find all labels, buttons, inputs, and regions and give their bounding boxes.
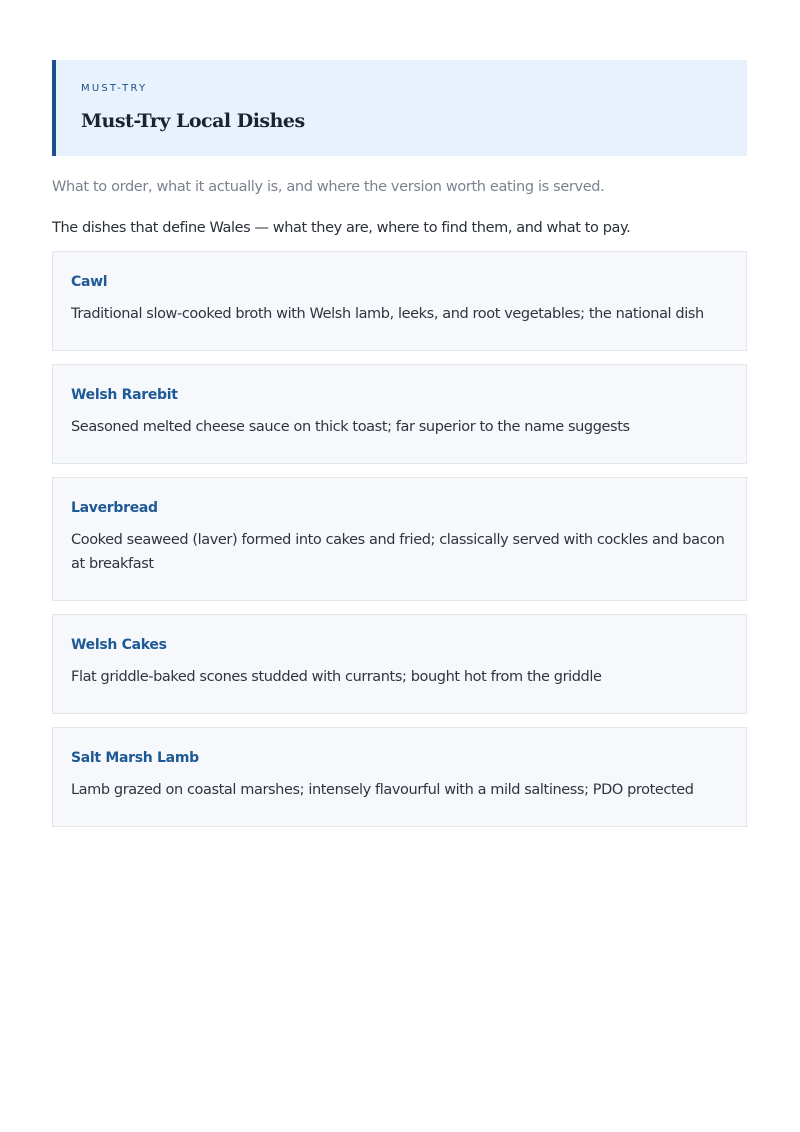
dish-description: Traditional slow-cooked broth with Welsh lamb, leeks, and root vegetables; the national dish [71, 306, 704, 322]
page-subtitle: What to order, what it actually is, and where the version worth eating is served. [52, 179, 605, 195]
dish-description: Flat griddle-baked scones studded with currants; bought hot from the griddle [71, 669, 602, 685]
dish-card-welsh-rarebit [52, 364, 747, 464]
dish-name: Laverbread [71, 500, 158, 516]
page-title: Must-Try Local Dishes [81, 110, 305, 132]
dish-name: Cawl [71, 274, 108, 290]
section-header [52, 60, 747, 156]
dish-description: Seasoned melted cheese sauce on thick toast; far superior to the name suggests [71, 419, 630, 435]
dish-description: Lamb grazed on coastal marshes; intensely flavourful with a mild saltiness; PDO protected [71, 782, 694, 798]
dish-card-cawl [52, 251, 747, 351]
eyebrow-label: MUST-TRY [81, 83, 148, 94]
dish-name: Salt Marsh Lamb [71, 750, 199, 766]
page [52, 60, 747, 840]
dish-card-salt-marsh-lamb [52, 727, 747, 827]
dish-name: Welsh Rarebit [71, 387, 178, 403]
dish-list [52, 251, 747, 827]
intro-text: The dishes that define Wales — what they are, where to find them, and what to pay. [52, 220, 631, 236]
dish-card-laverbread [52, 477, 747, 601]
dish-description: Cooked seaweed (laver) formed into cakes and fried; classically served with cockles and bacon at breakfast [71, 532, 725, 572]
dish-name: Welsh Cakes [71, 637, 167, 653]
dish-card-welsh-cakes [52, 614, 747, 714]
